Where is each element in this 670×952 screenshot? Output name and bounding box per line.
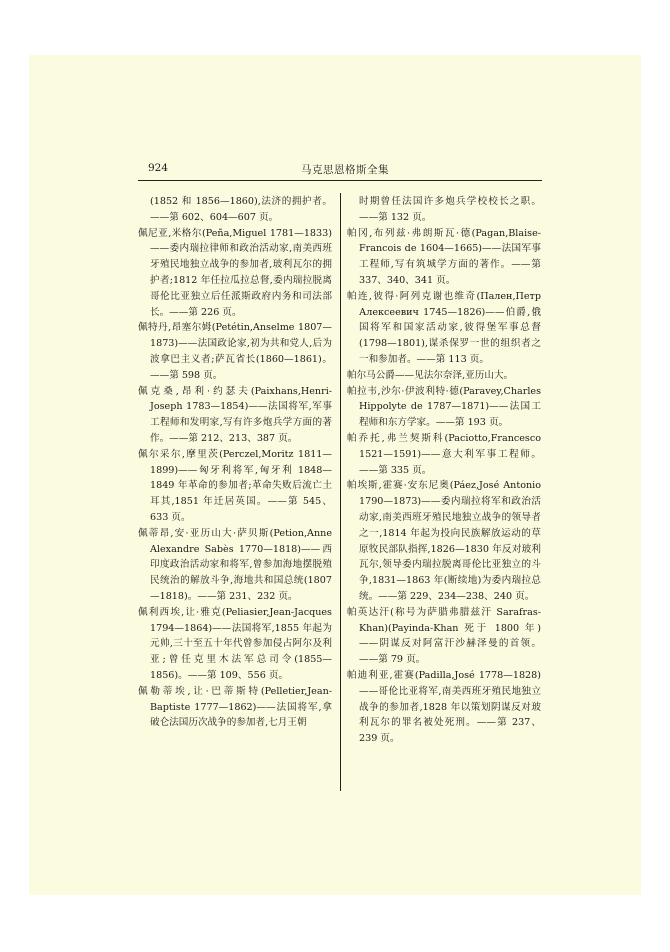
index-entry: 帕迪利亚,霍赛(Padilla,José 1778—1828)——哥伦比亚将军,南美西班牙殖民地独立战争的参加者,1828 年以策划阴谋反对玻利瓦尔的罪名被处死刑。——第 237、239 页。 <box>347 669 541 745</box>
index-entry: 佩利西埃,让·雅克(Peliasier,Jean-Jacques 1794—1864)——法国将军,1855 年起为元帅,三十至五十年代曾参加侵占阿尔及利亚;曾任克里木法军总司令(1855—1856)。——第 109、556 页。 <box>138 606 332 681</box>
page-header <box>148 162 542 178</box>
index-entry: 佩尼亚,米格尔(Peña,Miguel 1781—1833)——委内瑞拉律师和政治活动家,南美西班牙殖民地独立战争的参加者,玻利瓦尔的拥护者;1812 年任拉瓜拉总督,委内瑞拉脱离哥伦比亚独立后任派斯政府内务和司法部长。——第 226 页。 <box>138 227 332 318</box>
index-entry: 帕乔托,弗兰契斯科(Paciotto,Francesco 1521—1591)——意大利军事工程师。——第 335 页。 <box>347 432 541 476</box>
page-background <box>29 55 641 895</box>
index-entry: 佩尔采尔,摩里茨(Perczel,Moritz 1811—1899)——匈牙利将军,匈牙利 1848—1849 年革命的参加者;革命失败后流亡土耳其,1851 年迁居英国。——第 545、633 页。 <box>138 448 332 523</box>
running-title: 马克思恩格斯全集 <box>301 164 389 176</box>
index-entry: 帕拉韦,沙尔·伊波利特·德(Paravey,Charles Hippolyte de 1787—1871)——法国工程师和东方学家。——第 193 页。 <box>347 385 541 429</box>
index-entry: 帕尔马公爵——见法尔奈泽,亚历山大。 <box>347 369 514 381</box>
header-rule <box>138 180 542 181</box>
page-number: 924 <box>148 162 169 174</box>
index-entry: 时期曾任法国许多炮兵学校校长之职。——第 132 页。 <box>359 196 541 223</box>
index-entry: 帕冈,布列兹·弗朗斯瓦·德(Pagan,Blaise-Francois de 1604—1665)——法国军事工程师,写有筑城学方面的著作。——第 337、340、341 页。 <box>347 227 541 286</box>
left-column <box>138 194 332 731</box>
index-entry: (1852 和 1856—1860),法济的拥护者。——第 602、604—607 页。 <box>150 196 332 223</box>
index-entry: 佩克桑,昂利·约瑟夫(Paixhans,Henri-Joseph 1783—1854)——法国将军,军事工程师和发明家,写有许多炮兵学方面的著作。——第 212、213、387 页。 <box>138 385 332 444</box>
column-divider <box>340 193 341 791</box>
index-entry: 佩蒂昂,安·亚历山大·萨贝斯(Petion,Anne Alexandre Sabès 1770—1818)——西印度政治活动家和将军,曾参加海地摆脱殖民统治的解放斗争,海地共和国总统(1807—1818)。——第 231、232 页。 <box>138 527 332 602</box>
index-entry: 帕英达汗(称号为萨腊弗腊兹汗 Sarafras-Khan)(Payinda-Khan 死于 1800 年)——阴谋反对阿富汗沙赫泽曼的首领。——第 79 页。 <box>347 606 541 666</box>
right-column <box>347 194 541 747</box>
index-entry: 帕埃斯,霍赛·安东尼奥(Páez,José Antonio 1790—1873)——委内瑞拉将军和政治活动家,南美西班牙殖民地独立战争的领导者之一,1814 年起为投向民族解放运动的草原牧民部队指挥,1826—1830 年反对玻利瓦尔,领导委内瑞拉脱离哥伦比亚独立的斗争,1831—1863 年(断续地)为委内瑞拉总统。——第 229、234—238、240 页。 <box>347 480 541 602</box>
index-entry: 佩特丹,昂塞尔姆(Petétin,Anselme 1807—1873)——法国政论家,初为共和党人,后为波拿巴主义者;萨瓦省长(1860—1861)。——第 598 页。 <box>138 322 332 381</box>
index-entry: 帕连,彼得·阿列克谢也维奇(Пален,Петр Алексеевич 1745—1826)——伯爵,俄国将军和国家活动家,彼得堡军事总督(1798—1801),谋杀保罗一世的组织者之一和参加者。——第 113 页。 <box>347 290 541 365</box>
index-entry: 佩勒蒂埃,让·巴蒂斯特(Pelletier,Jean-Baptiste 1777—1862)——法国将军,拿破仑法国历次战争的参加者,七月王朝 <box>138 685 332 729</box>
